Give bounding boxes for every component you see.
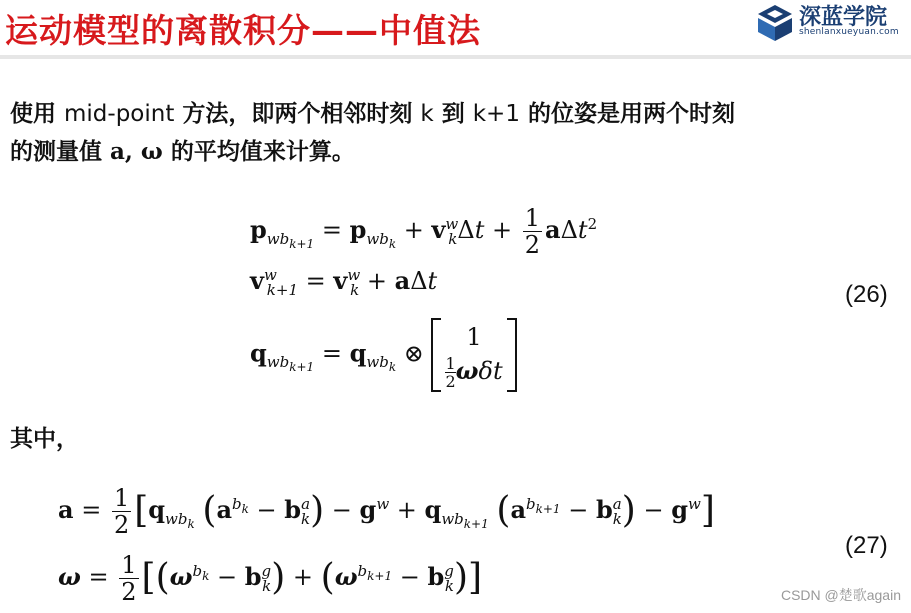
logo xyxy=(755,0,911,46)
section-subhead: 其中， xyxy=(10,426,79,452)
quaternion-bracket: 1 $\frac{1}{2}$ ωδt xyxy=(431,318,516,392)
para-text: 使用 xyxy=(10,101,65,127)
slide-title: 运动模型的离散积分——中值法 xyxy=(5,11,481,50)
para-text: 方法，即两个相邻时刻 xyxy=(174,101,421,127)
header-divider xyxy=(0,55,911,59)
equation-26-number: (26) xyxy=(845,281,888,308)
para-term: a, ω xyxy=(110,138,163,165)
para-text: 的测量值 xyxy=(10,139,111,165)
para-term: mid-point xyxy=(64,101,175,127)
para-term: k+1 xyxy=(472,101,520,127)
equation-26-line-3: $q_{wb_{k+1}} = q_{wb_k}$ ⊗ 1 $\frac{1}{2}$ ωδt xyxy=(250,318,517,392)
equation-27-line-2: ω = $\frac{1}{2}$ $[(\omega^{b_k} - b^g_k) + (\omega^{b_{k+1}} - b^g_k)]$ xyxy=(58,551,483,606)
equation-27-line-1: a = $\frac{1}{2}$ [$q_{wb_k}$ $(a^{b_k} - b^a_k) - g^w + q_{wb_{k+1}}$ $(a^{b_{k+1}} - b^a_k) - g^w$] xyxy=(58,484,715,539)
logo-text: 深蓝学院 xyxy=(799,5,888,30)
equation-27-number: (27) xyxy=(845,532,888,559)
logo-icon xyxy=(755,3,795,43)
equation-26-line-1: $p_{wb_{k+1}} = p_{wb_k} + v^w_k\Delta t$ + $\frac{1}{2}$ aΔt$^2$ xyxy=(250,204,598,259)
para-text: 到 xyxy=(433,101,473,127)
equation-26-line-2: $v^w_{k+1} = v^w_k + a\Delta t$ xyxy=(250,266,438,299)
watermark: CSDN @楚歌again xyxy=(780,587,901,603)
intro-paragraph xyxy=(10,95,900,171)
para-text: 的位姿是用两个时刻 xyxy=(519,101,735,127)
para-text: 的平均值来计算。 xyxy=(162,139,355,165)
slide-header xyxy=(0,0,911,55)
para-term: k xyxy=(420,101,434,127)
logo-url: shenlanxueyuan.com xyxy=(799,27,899,37)
